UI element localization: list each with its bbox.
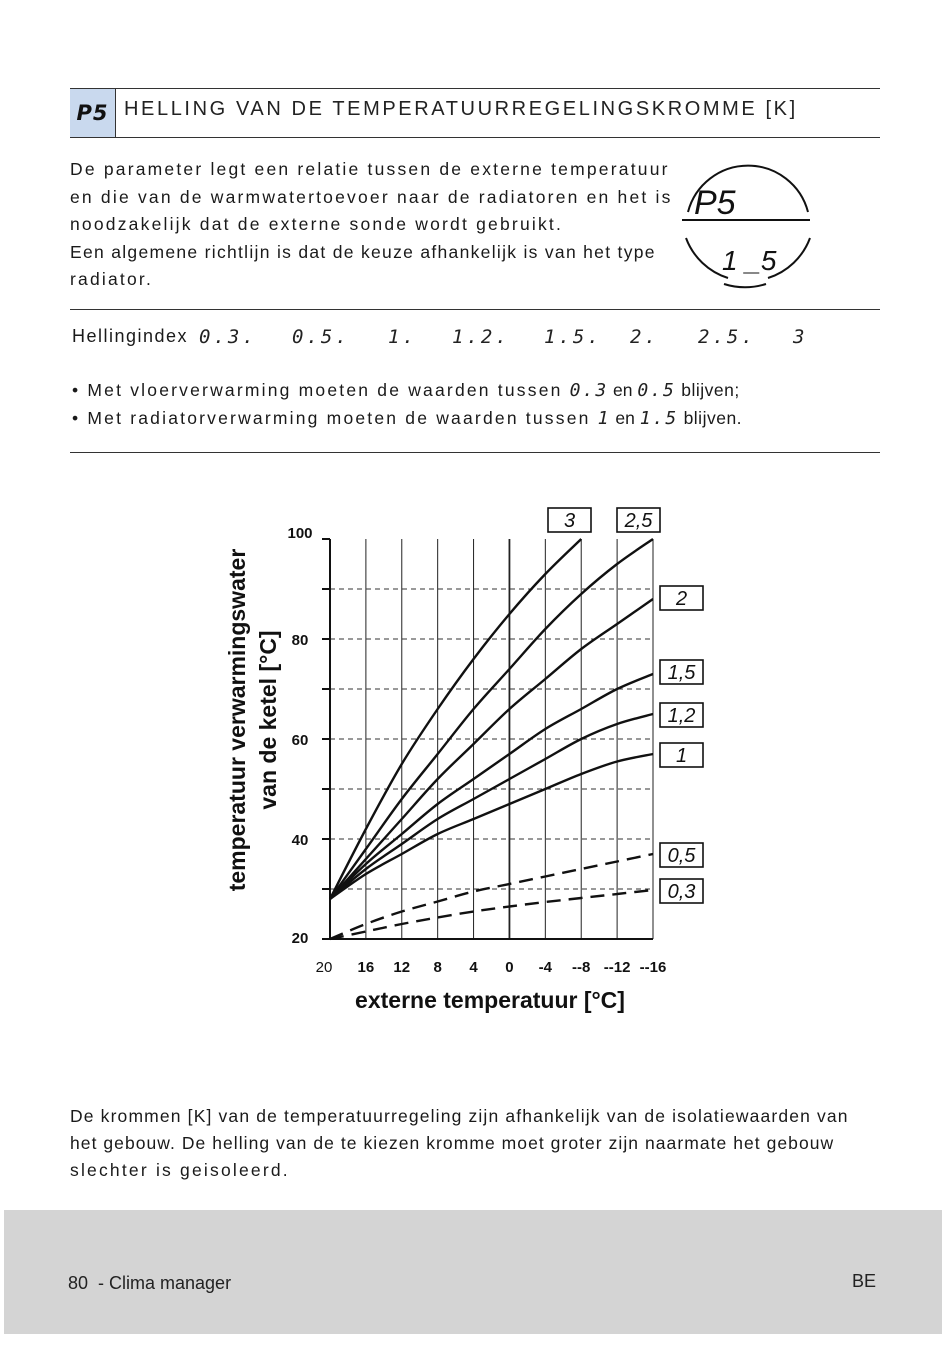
series-label: 1 (675, 745, 688, 767)
section-title: HELLING VAN DE TEMPERATUURREGELINGSKROMME [K] (124, 98, 798, 120)
intro-paragraph (70, 156, 673, 294)
intro-line: De parameter legt een relatie tussen de externe temperatuur (70, 159, 670, 179)
display-bottom-text: 1 _5 (722, 245, 777, 276)
bullet-item (72, 408, 742, 429)
heating-curve-chart (0, 480, 950, 1040)
bullet-text: • Met radiatorverwarming moeten de waarden tussen (72, 408, 598, 428)
y-axis-title: temperatuur verwarmingswater (224, 548, 250, 892)
bullet-value: 1.5 (639, 408, 679, 429)
header-bottom-rule (70, 137, 880, 138)
bullet-text: • Met vloerverwarming moeten de waarden tussen (72, 380, 570, 400)
x-tick-label: --16 (639, 959, 667, 976)
x-tick-label: --12 (603, 959, 631, 976)
series-label: 0,5 (667, 845, 696, 867)
section-rule (70, 452, 880, 453)
display-arc-bottom (724, 284, 766, 287)
series-label: 0,3 (667, 881, 696, 903)
series-line (330, 674, 653, 899)
outro-line: het gebouw. De helling van de te kiezen kromme moet groter zijn naarmate het gebouw (70, 1133, 835, 1153)
index-value: 1. (388, 326, 417, 348)
x-tick-label: 8 (433, 959, 442, 976)
index-value: 1.2. (452, 326, 510, 348)
parameter-code: P5 (70, 89, 116, 137)
intro-line: en die van de warmwatertoevoer naar de radiatoren en het is (70, 186, 673, 207)
lcd-display (676, 150, 826, 290)
x-tick-label: 20 (315, 959, 333, 976)
y-tick-label: 60 (291, 732, 309, 749)
bullet-value: 1 (597, 408, 611, 429)
index-value: 0.3. (199, 326, 257, 348)
x-tick-label: -4 (538, 959, 553, 976)
series-line (330, 890, 653, 939)
y-tick-label: 20 (291, 930, 309, 947)
language-code: BE (852, 1271, 877, 1291)
intro-line: radiator. (70, 269, 154, 289)
x-tick-label: 4 (469, 959, 478, 976)
x-axis-title: externe temperatuur [°C] (355, 987, 625, 1013)
header-top-rule (70, 88, 880, 89)
series-line (330, 754, 653, 899)
index-value: 1.5. (544, 326, 602, 348)
y-axis-title: van de ketel [°C] (255, 630, 281, 810)
x-tick-label: 16 (357, 959, 375, 976)
y-tick-label: 80 (291, 632, 309, 649)
series-label: 2 (675, 588, 688, 610)
intro-line: noodzakelijk dat de externe sonde wordt gebruikt. (70, 214, 564, 234)
bullet-value: 0.3 (569, 380, 609, 401)
outro-paragraph (70, 1103, 870, 1184)
bullet-text: blijven. (678, 408, 743, 428)
x-tick-label: 0 (505, 959, 514, 976)
section-rule (70, 309, 880, 310)
index-value: 3 (793, 326, 808, 348)
index-value: 2.5. (698, 326, 756, 348)
bullet-value: 0.5 (637, 380, 676, 401)
y-tick-label: 40 (291, 832, 309, 849)
page-footer (4, 1210, 942, 1334)
bullet-text: en (608, 380, 638, 400)
index-value: 2. (630, 326, 659, 348)
series-label: 3 (563, 510, 576, 532)
series-label: 2,5 (624, 510, 653, 532)
series-label: 1,5 (667, 662, 696, 684)
page-number: 80 - Clima manager (68, 1273, 232, 1293)
display-top-text: P5 (694, 184, 736, 222)
outro-line: De krommen [K] van de temperatuurregeling zijn afhankelijk van de isolatiewaarden van (70, 1106, 849, 1126)
index-label: Hellingindex (72, 326, 189, 346)
intro-line: Een algemene richtlijn is dat de keuze afhankelijk is van het type (70, 241, 656, 262)
bullet-text: blijven; (675, 380, 740, 400)
series-label: 1,2 (667, 705, 696, 727)
outro-line: slechter is geisoleerd. (70, 1160, 290, 1180)
bullet-text: en (610, 408, 640, 428)
x-tick-label: --8 (572, 959, 591, 976)
index-value: 0.5. (292, 326, 350, 348)
y-tick-label: 100 (287, 525, 313, 542)
x-tick-label: 12 (393, 959, 411, 976)
bullet-item (72, 380, 740, 401)
